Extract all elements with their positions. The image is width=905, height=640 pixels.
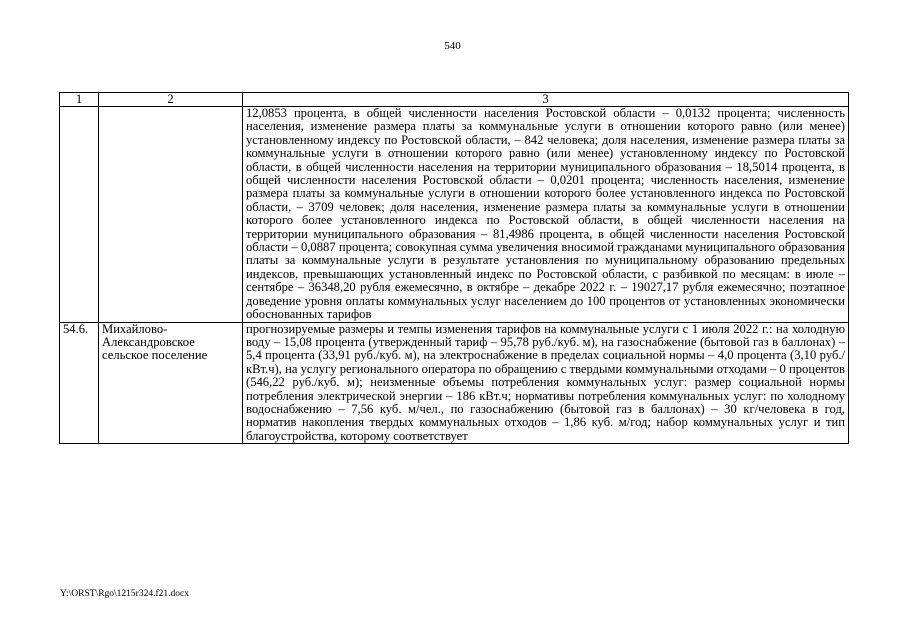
municipality-name: [99, 107, 243, 323]
table-header-row: [60, 93, 849, 107]
table-row: [60, 322, 849, 444]
row-number: [60, 107, 99, 323]
row-description: 12,0853 процента, в общей численности населения Ростовской области – 0,0132 процента; численность населения, изменение размера платы за коммунальные услуги в отношении которого равно (или менее) установленному индексу по Ростовской области, – 842 человека; доля населения, изменение размера платы за коммунальные услуги в отношении которого равно (или менее) установленному индексу по Ростовской области, в общей численности населения на территории муниципального образования – 18,5014 процента, в общей численности населения Ростовской области – 0,0201 процента; численность населения, изменение размера платы за коммунальные услуги в отношении которого более установленного индекса по Ростовской области, – 3709 человек; доля населения, изменение размера платы за коммунальные услуги в отношении которого более установленного индекса по Ростовской области, в общей численности населения на территории муниципального образования – 81,4986 процента, в общей численности населения Ростовской области – 0,0887 процента; совокупная сумма увеличения вносимой гражданами муниципального образования платы за коммунальные услуги в результате установления по муниципальному образованию предельных индексов, превышающих установленный индекс по Ростовской области, с разбивкой по месяцам: в июле – сентябре – 36348,20 рубля ежемесячно, в октябре – декабре 2022 г. – 19027,17 рубля ежемесячно; поэтапное доведение уровня оплаты коммунальных услуг населением до 100 процентов от установленных экономически обоснованных тарифов: [243, 107, 849, 323]
document-table: [59, 92, 849, 444]
row-description: прогнозируемые размеры и темпы изменения тарифов на коммунальные услуги с 1 июля 2022 г.: на холодную воду – 15,08 процента (утвержденный тариф – 95,78 руб./куб. м), на газоснабжение (бытовой газ в баллонах) – 5,4 процента (33,91 руб./куб. м), на электроснабжение в пределах социальной нормы – 4,0 процента (3,10 руб./кВт.ч), на услугу регионального оператора по обращению с твердыми коммунальными отходами – 0 процентов (546,22 руб./куб. м); неизменные объемы потребления коммунальных услуг: размер социальной нормы потребления электрической энергии – 186 кВт.ч; нормативы потребления коммунальных услуг: по холодному водоснабжению – 7,56 куб. м/чел., по газоснабжению (бытовой газ в баллонах) – 30 кг/человека в год, норматив накопления твердых коммунальных отходов – 1,86 куб. м/год; набор коммунальных услуг и тип благоустройства, которому соответствует: [243, 322, 849, 444]
column-header-2: 2: [99, 93, 243, 107]
municipality-name: Михайлово-Александровское сельское поселение: [99, 322, 243, 444]
column-header-3: 3: [243, 93, 849, 107]
table-row: [60, 107, 849, 323]
page-number: 540: [444, 40, 461, 52]
row-number: 54.6.: [60, 322, 99, 444]
column-header-1: 1: [60, 93, 99, 107]
footer-file-path: Y:\ORST\Rgo\1215r324.f21.docx: [60, 589, 189, 599]
